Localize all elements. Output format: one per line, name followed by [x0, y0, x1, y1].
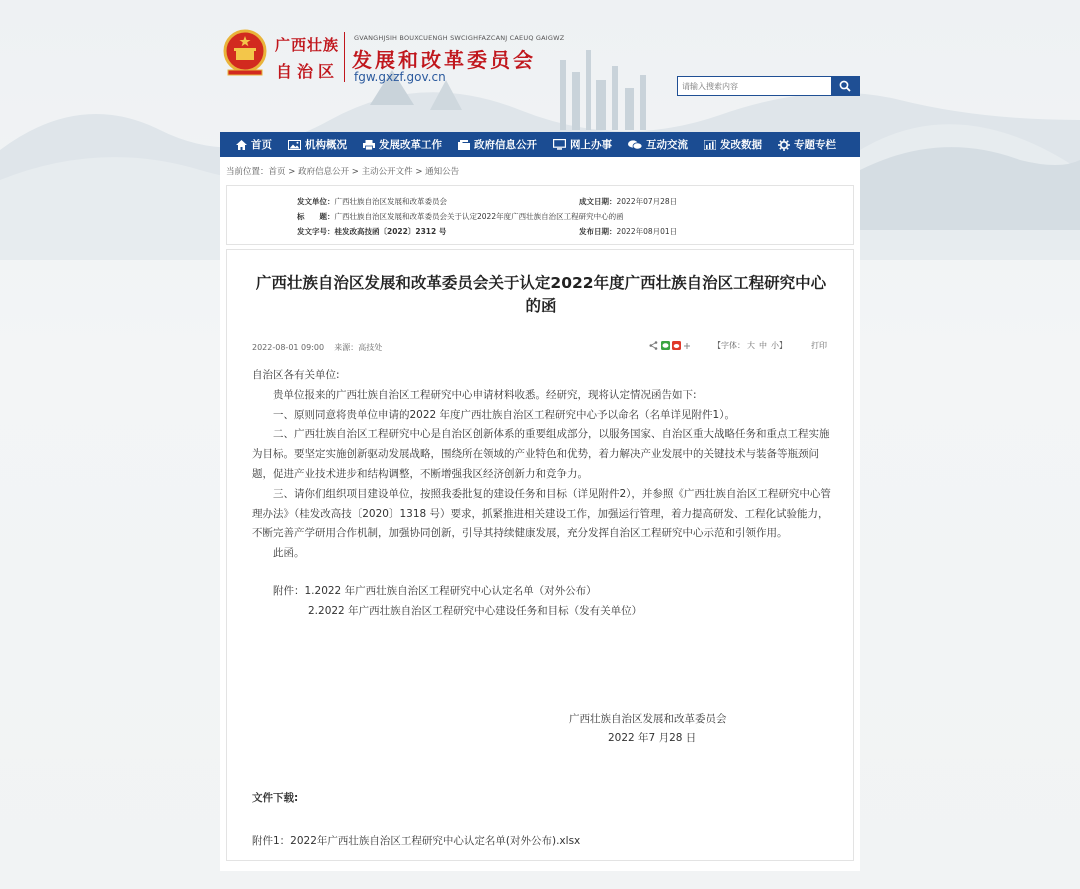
paragraph: 此函。 — [273, 547, 305, 560]
paragraph: 一、原则同意将贵单位申请的2022 年度广西壮族自治区工程研究中心予以命名（名单详见附件1）。 — [273, 408, 735, 421]
font-size-small[interactable]: 小】 — [771, 341, 787, 350]
nav-item-label: 专题专栏 — [794, 139, 836, 151]
breadcrumb-separator: > — [349, 167, 362, 177]
breadcrumb-separator: > — [412, 167, 426, 177]
paragraph: 二、广西壮族自治区工程研究中心是自治区创新体系的重要组成部分，以服务国家、自治区重大战略任务和重点工程实施为目标。要坚定实施创新驱动发展战略，围绕所在领域的产业特色和优势，着力解决产业发展中的关键技术与装备等瓶颈问题，促进产业技术进步和结构调整，不断增强我区经济创新力和竞争力。 — [252, 428, 830, 480]
nav-item-info-disclosure[interactable] — [450, 132, 545, 157]
nav-item-label: 政府信息公开 — [474, 139, 537, 151]
share-icon[interactable] — [649, 341, 658, 350]
page-title-line2: 的函 — [525, 297, 557, 315]
site-url[interactable]: fgw.gxzf.gov.cn — [354, 70, 446, 84]
meta-title-value: 广西壮族自治区发展和改革委员会关于认定2022年度广西壮族自治区工程研究中心的函 — [334, 212, 624, 221]
breadcrumb-prefix: 当前位置： — [226, 167, 269, 177]
meta-issuer-value: 广西壮族自治区发展和改革委员会 — [334, 197, 447, 206]
document-content — [226, 249, 854, 861]
nav-item-development-work[interactable] — [355, 132, 450, 157]
salutation: 自治区各有关单位: — [252, 369, 340, 381]
chat-icon — [628, 140, 642, 150]
meta-docno-label: 发文字号： — [297, 227, 335, 236]
nav-item-label: 网上办事 — [570, 139, 612, 151]
nav-item-label: 发改数据 — [720, 139, 762, 151]
document-body — [252, 366, 832, 622]
page-container — [220, 157, 860, 871]
search-button[interactable] — [831, 77, 859, 95]
doc-source: 来源：高技处 — [334, 343, 383, 352]
meta-title — [297, 211, 624, 222]
meta-issuer — [297, 196, 447, 207]
meta-created-value: 2022年07月28日 — [616, 197, 678, 206]
doc-info — [252, 342, 382, 353]
font-size-label: 【字体： — [713, 341, 745, 350]
paragraph: 贵单位报来的广西壮族自治区工程研究中心申请材料收悉。经研究，现将认定情况函告如下: — [273, 388, 697, 401]
download-link[interactable]: 附件1：2022年广西壮族自治区工程研究中心认定名单(对外公布).xlsx — [252, 835, 581, 847]
bar-chart-icon — [704, 140, 716, 150]
region-name-line2: 自治区 — [276, 62, 340, 81]
search-icon — [839, 80, 851, 92]
meta-created-label: 成文日期： — [579, 197, 617, 206]
font-size-medium[interactable]: 中 — [759, 341, 767, 350]
nav-item-label: 互动交流 — [646, 139, 688, 151]
meta-docno-value: 桂发改高技函〔2022〕2312 号 — [334, 227, 447, 236]
search-box — [677, 76, 860, 96]
picture-icon — [288, 140, 301, 150]
printer-icon — [363, 140, 375, 150]
nav-item-online-service[interactable] — [545, 132, 620, 157]
region-name-line1: 广西壮族 — [275, 36, 340, 54]
nav-item-label: 机构概况 — [305, 139, 347, 151]
nav-item-label: 首页 — [251, 139, 272, 151]
breadcrumb-item-public-docs[interactable]: 主动公开文件 — [361, 167, 413, 177]
breadcrumb-item-info-disclosure[interactable]: 政府信息公开 — [298, 167, 350, 177]
downloads-title: 文件下载: — [252, 792, 299, 804]
meta-created — [579, 196, 677, 207]
meta-published-value: 2022年08月01日 — [616, 227, 678, 236]
breadcrumb-separator: > — [285, 167, 299, 177]
doc-datetime: 2022-08-01 09:00 — [252, 343, 325, 352]
gear-icon — [778, 139, 790, 151]
document-meta — [226, 185, 854, 245]
search-input[interactable] — [678, 77, 831, 95]
wechat-icon[interactable] — [661, 341, 670, 350]
plus-icon[interactable] — [683, 342, 691, 350]
meta-docno — [297, 226, 446, 237]
meta-title-label: 标 题： — [297, 212, 335, 221]
print-button[interactable]: 打印 — [811, 341, 827, 350]
attachment-line-1: 附件：1.2022 年广西壮族自治区工程研究中心认定名单（对外公布） — [273, 584, 597, 597]
org-name[interactable]: 发展和改革委员会 — [352, 48, 536, 72]
paragraph: 三、请你们组织项目建设单位，按照我委批复的建设任务和目标（详见附件2），并参照《广西壮族自治区工程研究中心管理办法》（桂发改高技〔2020〕1318 号）要求，抓紧推进相关建设工作，加强运行管理，着力提高研发、工程化试验能力，不断完善产学研用合作机制，加强协同创新，引导其持续健康发展，充分发挥自治区工程研究中心示范和引领作用。 — [252, 487, 831, 540]
weibo-icon[interactable] — [672, 341, 681, 350]
national-emblem-icon — [222, 28, 268, 78]
nav-item-label: 发展改革工作 — [379, 139, 442, 151]
breadcrumb-item-notices[interactable]: 通知公告 — [425, 167, 460, 177]
meta-published — [579, 226, 677, 237]
header-divider — [344, 32, 345, 82]
nav-item-about[interactable] — [280, 132, 355, 157]
signature-org: 广西壮族自治区发展和改革委员会 — [569, 713, 727, 725]
attachment-line-2: 2.2022 年广西壮族自治区工程研究中心建设任务和目标（发有关单位） — [308, 604, 643, 617]
org-name-zhuang: GVANGHJSIH BOUXCUENGH SWCIGHFAZCANJ CAEUQ GAIGWZ — [354, 34, 565, 42]
main-nav — [220, 132, 860, 157]
meta-issuer-label: 发文单位： — [297, 197, 335, 206]
home-icon — [236, 140, 247, 150]
page-title — [227, 272, 855, 318]
font-size-large[interactable]: 大 — [747, 341, 755, 350]
meta-published-label: 发布日期： — [579, 227, 617, 236]
breadcrumb-item-home[interactable]: 首页 — [268, 167, 286, 177]
breadcrumb — [226, 165, 459, 177]
nav-item-home[interactable] — [220, 132, 280, 157]
nav-item-special-topics[interactable] — [770, 132, 844, 157]
signature-date: 2022 年7 月28 日 — [608, 732, 697, 744]
page-title-line1: 广西壮族自治区发展和改革委员会关于认定2022年度广西壮族自治区工程研究中心 — [255, 274, 827, 292]
nav-item-data[interactable] — [696, 132, 770, 157]
monitor-icon — [553, 139, 566, 150]
folders-icon — [458, 140, 470, 150]
doc-tools — [649, 340, 827, 351]
nav-item-interaction[interactable] — [620, 132, 696, 157]
